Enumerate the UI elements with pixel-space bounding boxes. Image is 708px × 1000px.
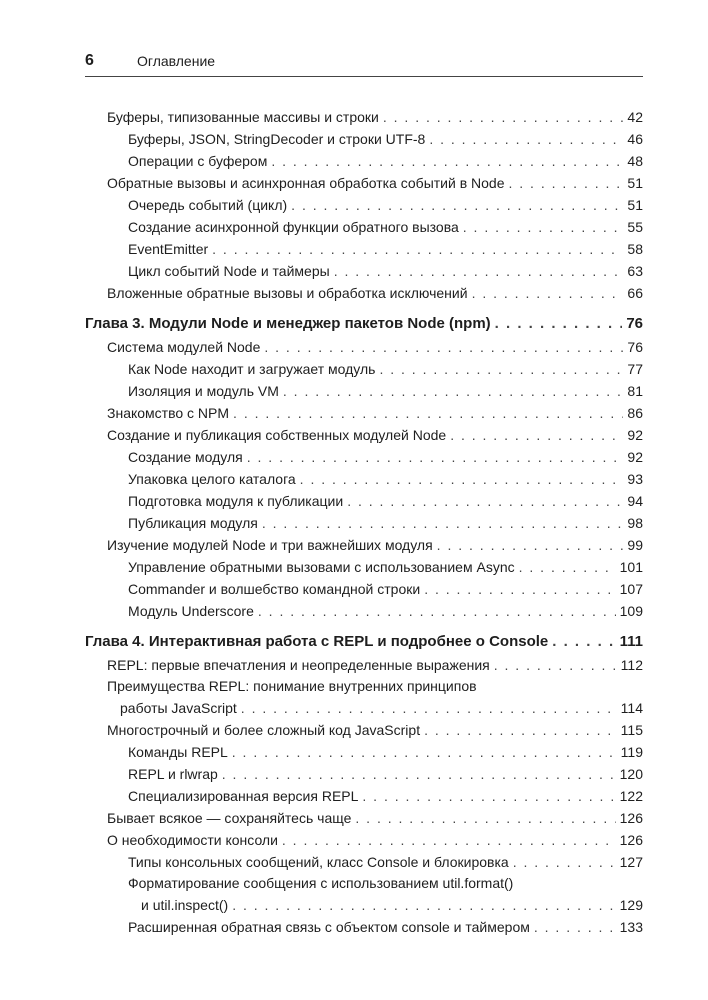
toc-entry[interactable] bbox=[85, 851, 643, 873]
dot-leader bbox=[232, 741, 617, 763]
toc-entry[interactable] bbox=[85, 763, 643, 785]
toc-entry-title: Обратные вызовы и асинхронная обработка событий в Node bbox=[107, 175, 505, 191]
toc-entry-title: REPL и rlwrap bbox=[128, 766, 218, 782]
toc-entry-title: Вложенные обратные вызовы и обработка исключений bbox=[107, 285, 468, 301]
toc-chapter-page: 111 bbox=[619, 633, 643, 650]
dot-leader bbox=[463, 216, 624, 238]
toc-entry-title: Многострочный и более сложный код JavaScript bbox=[107, 722, 421, 738]
toc-entry-page: 81 bbox=[627, 383, 643, 399]
toc-entry-page: 129 bbox=[619, 897, 643, 913]
dot-leader bbox=[379, 358, 623, 380]
toc-entry-title: Расширенная обратная связь с объектом console и таймером bbox=[128, 919, 530, 935]
toc-entry-page: 86 bbox=[627, 405, 643, 421]
toc-entry-page: 48 bbox=[627, 153, 643, 169]
toc-entry[interactable] bbox=[85, 873, 643, 916]
dot-leader bbox=[347, 490, 623, 512]
toc-entry-page: 122 bbox=[619, 788, 643, 804]
toc-chapter-page: 76 bbox=[626, 315, 643, 332]
dot-leader bbox=[334, 260, 624, 282]
toc-entry-title: Форматирование сообщения с использованием util.format() bbox=[128, 875, 514, 891]
toc-entry-title: Упаковка целого каталога bbox=[128, 471, 296, 487]
toc-entry-title: Специализированная версия REPL bbox=[128, 788, 359, 804]
toc-entry[interactable] bbox=[85, 741, 643, 763]
toc-entry[interactable] bbox=[85, 676, 643, 719]
toc-entry-page: 55 bbox=[627, 219, 643, 235]
toc-entry-page: 127 bbox=[619, 854, 643, 870]
table-of-contents bbox=[85, 106, 643, 938]
toc-entry[interactable] bbox=[85, 719, 643, 741]
toc-entry[interactable] bbox=[85, 358, 643, 380]
toc-entry-title: О необходимости консоли bbox=[107, 832, 278, 848]
toc-entry[interactable] bbox=[85, 402, 643, 424]
dot-leader bbox=[437, 534, 624, 556]
toc-entry-title: Создание и публикация собственных модулей Node bbox=[107, 427, 447, 443]
dot-leader bbox=[552, 630, 615, 654]
toc-entry-title: Изучение модулей Node и три важнейших модуля bbox=[107, 537, 433, 553]
toc-entry[interactable] bbox=[85, 128, 643, 150]
toc-entry-title: Цикл событий Node и таймеры bbox=[128, 263, 330, 279]
toc-entry-title: Типы консольных сообщений, класс Console и блокировка bbox=[128, 854, 509, 870]
dot-leader bbox=[232, 894, 615, 916]
toc-entry[interactable] bbox=[85, 336, 643, 358]
dot-leader bbox=[429, 128, 623, 150]
toc-entry-page: 101 bbox=[619, 559, 643, 575]
dot-leader bbox=[247, 446, 624, 468]
toc-entry-page: 114 bbox=[620, 700, 643, 716]
toc-entry[interactable] bbox=[85, 534, 643, 556]
toc-entry-page: 98 bbox=[627, 515, 643, 531]
toc-entry-page: 58 bbox=[627, 241, 643, 257]
toc-entry[interactable] bbox=[85, 468, 643, 490]
page-number: 6 bbox=[85, 52, 94, 69]
toc-entry[interactable] bbox=[85, 785, 643, 807]
toc-entry[interactable] bbox=[85, 916, 643, 938]
toc-entry-page: 51 bbox=[627, 175, 643, 191]
dot-leader bbox=[291, 194, 623, 216]
dot-leader bbox=[282, 829, 616, 851]
toc-entry-title: Изоляция и модуль VM bbox=[128, 383, 279, 399]
toc-entry-title: Подготовка модуля к публикации bbox=[128, 493, 344, 509]
dot-leader bbox=[212, 238, 623, 260]
dot-leader bbox=[258, 600, 616, 622]
toc-entry-title: Система модулей Node bbox=[107, 339, 261, 355]
toc-entry-title: Преимущества REPL: понимание внутренних принципов bbox=[107, 678, 477, 694]
toc-entry[interactable] bbox=[85, 150, 643, 172]
toc-entry-page: 126 bbox=[619, 832, 643, 848]
toc-entry-title: Публикация модуля bbox=[128, 515, 258, 531]
toc-entry[interactable] bbox=[85, 807, 643, 829]
toc-entry-title: EventEmitter bbox=[128, 241, 209, 257]
dot-leader bbox=[362, 785, 615, 807]
dot-leader bbox=[494, 654, 617, 676]
dot-leader bbox=[300, 468, 624, 490]
toc-chapter-title: Глава 3. Модули Node и менеджер пакетов Node (npm) bbox=[85, 315, 491, 332]
toc-entry-page: 93 bbox=[627, 471, 643, 487]
toc-entry-title: Создание модуля bbox=[128, 449, 243, 465]
dot-leader bbox=[534, 916, 616, 938]
toc-entry-title: Создание асинхронной функции обратного вызова bbox=[128, 219, 459, 235]
dot-leader bbox=[450, 424, 623, 446]
toc-entry-page: 51 bbox=[627, 197, 643, 213]
toc-entry[interactable] bbox=[85, 829, 643, 851]
dot-leader bbox=[271, 150, 623, 172]
toc-entry-title: Операции с буфером bbox=[128, 153, 268, 169]
toc-entry-page: 92 bbox=[627, 427, 643, 443]
toc-entry[interactable] bbox=[85, 490, 643, 512]
toc-entry-title: Знакомство с NPM bbox=[107, 405, 230, 421]
toc-entry[interactable] bbox=[85, 194, 643, 216]
toc-entry-title: REPL: первые впечатления и неопределенные выражения bbox=[107, 657, 490, 673]
toc-entry-page: 112 bbox=[620, 657, 643, 673]
toc-entry-page: 77 bbox=[627, 361, 643, 377]
toc-entry[interactable] bbox=[85, 172, 643, 194]
toc-chapter-3[interactable] bbox=[85, 312, 643, 336]
toc-entry-page: 63 bbox=[627, 263, 643, 279]
toc-entry[interactable] bbox=[85, 578, 643, 600]
toc-entry[interactable] bbox=[85, 600, 643, 622]
toc-entry-title: Commander и волшебство командной строки bbox=[128, 581, 421, 597]
toc-entry-page: 76 bbox=[627, 339, 643, 355]
toc-entry[interactable] bbox=[85, 106, 643, 128]
toc-entry-title: Буферы, JSON, StringDecoder и строки UTF-8 bbox=[128, 131, 426, 147]
dot-leader bbox=[264, 336, 623, 358]
toc-entry-title: Как Node находит и загружает модуль bbox=[128, 361, 376, 377]
toc-entry[interactable] bbox=[85, 446, 643, 468]
toc-entry-page: 119 bbox=[620, 744, 643, 760]
dot-leader bbox=[222, 763, 616, 785]
toc-entry-title: Бывает всякое — сохраняйтесь чаще bbox=[107, 810, 352, 826]
toc-entry[interactable] bbox=[85, 282, 643, 304]
toc-entry-page: 66 bbox=[627, 285, 643, 301]
toc-entry-title-continued: и util.inspect() bbox=[141, 897, 229, 913]
toc-entry-page: 133 bbox=[619, 919, 643, 935]
dot-leader bbox=[495, 312, 623, 336]
toc-entry-page: 99 bbox=[627, 537, 643, 553]
dot-leader bbox=[472, 282, 624, 304]
dot-leader bbox=[509, 172, 624, 194]
dot-leader bbox=[241, 697, 617, 719]
running-title: Оглавление bbox=[137, 53, 216, 69]
page-header bbox=[85, 52, 643, 77]
toc-entry-title-continued: работы JavaScript bbox=[120, 700, 237, 716]
dot-leader bbox=[233, 402, 623, 424]
toc-entry-page: 46 bbox=[627, 131, 643, 147]
dot-leader bbox=[283, 380, 624, 402]
dot-leader bbox=[355, 807, 615, 829]
toc-entry[interactable] bbox=[85, 260, 643, 282]
toc-entry-page: 42 bbox=[627, 109, 643, 125]
toc-entry-title: Модуль Underscore bbox=[128, 603, 254, 619]
toc-entry-page: 107 bbox=[619, 581, 643, 597]
toc-entry-page: 92 bbox=[627, 449, 643, 465]
dot-leader bbox=[262, 512, 624, 534]
toc-entry-page: 126 bbox=[619, 810, 643, 826]
toc-entry-title: Команды REPL bbox=[128, 744, 228, 760]
toc-entry-page: 94 bbox=[627, 493, 643, 509]
toc-entry-page: 109 bbox=[619, 603, 643, 619]
dot-leader bbox=[424, 578, 615, 600]
dot-leader bbox=[513, 851, 616, 873]
toc-entry-title: Очередь событий (цикл) bbox=[128, 197, 288, 213]
toc-entry-page: 115 bbox=[620, 722, 643, 738]
toc-chapter-4[interactable] bbox=[85, 630, 643, 654]
toc-entry-title: Буферы, типизованные массивы и строки bbox=[107, 109, 379, 125]
toc-entry[interactable] bbox=[85, 216, 643, 238]
toc-entry[interactable] bbox=[85, 556, 643, 578]
toc-entry-title: Управление обратными вызовами с использованием Async bbox=[128, 559, 515, 575]
dot-leader bbox=[424, 719, 617, 741]
toc-entry-page: 120 bbox=[619, 766, 643, 782]
toc-entry[interactable] bbox=[85, 424, 643, 446]
toc-entry[interactable] bbox=[85, 238, 643, 260]
toc-chapter-title: Глава 4. Интерактивная работа с REPL и подробнее о Console bbox=[85, 633, 549, 650]
toc-entry[interactable] bbox=[85, 512, 643, 534]
dot-leader bbox=[519, 556, 616, 578]
toc-entry[interactable] bbox=[85, 654, 643, 676]
toc-entry[interactable] bbox=[85, 380, 643, 402]
dot-leader bbox=[383, 106, 624, 128]
